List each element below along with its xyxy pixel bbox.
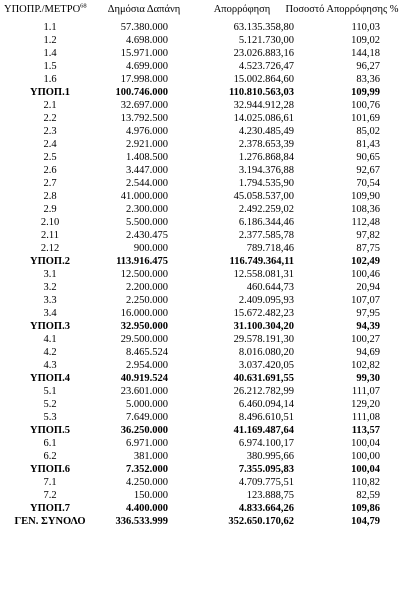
cell-spacer [380, 385, 406, 398]
table-row [0, 73, 406, 86]
subtotal-row [0, 502, 406, 515]
cell-spacer [380, 346, 406, 359]
cell-code: 2.8 [43, 191, 57, 202]
cell-absorption-percent: 81,43 [356, 139, 380, 150]
cell-spacer [380, 502, 406, 515]
table-row [0, 164, 406, 177]
cell-absorption-percent: 109,86 [351, 503, 380, 514]
cell-absorption: 14.025.086,61 [233, 113, 294, 124]
subtotal-row [0, 424, 406, 437]
cell-public-expenditure: 12.500.000 [120, 269, 168, 280]
table-row [0, 281, 406, 294]
cell-absorption: 8.496.610,51 [238, 412, 294, 423]
cell-public-expenditure: 7.352.000 [126, 464, 168, 475]
cell-absorption: 2.409.095,93 [238, 295, 294, 306]
cell-code: ΥΠΟΠ.1 [30, 87, 70, 98]
cell-spacer [380, 112, 406, 125]
cell-spacer [380, 60, 406, 73]
cell-public-expenditure: 6.971.000 [126, 438, 168, 449]
cell-code: 2.5 [43, 152, 57, 163]
cell-absorption: 110.810.563,03 [228, 87, 294, 98]
cell-absorption: 63.135.358,80 [233, 22, 294, 33]
header-footnote-marker: 68 [80, 2, 87, 10]
cell-absorption: 2.378.653,39 [238, 139, 294, 150]
cell-absorption-percent: 100,00 [351, 451, 380, 462]
cell-absorption-percent: 129,20 [351, 399, 380, 410]
cell-absorption-percent: 110,82 [351, 477, 380, 488]
cell-public-expenditure: 32.697.000 [120, 100, 168, 111]
cell-spacer [380, 281, 406, 294]
cell-spacer [380, 164, 406, 177]
table-row [0, 411, 406, 424]
table-row [0, 385, 406, 398]
cell-absorption: 6.186.344,46 [238, 217, 294, 228]
cell-absorption: 31.100.304,20 [233, 321, 294, 332]
cell-absorption: 40.631.691,55 [233, 373, 294, 384]
cell-absorption: 1.794.535,90 [238, 178, 294, 189]
cell-spacer [380, 515, 406, 528]
cell-code: ΓΕΝ. ΣΥΝΟΛΟ [14, 516, 86, 527]
cell-absorption: 5.121.730,00 [238, 35, 294, 46]
header-absorption: Απορρόφηση [213, 4, 271, 15]
cell-public-expenditure: 2.544.000 [126, 178, 168, 189]
cell-code: ΥΠΟΠ.3 [30, 321, 70, 332]
cell-absorption-percent: 90,65 [356, 152, 380, 163]
cell-code: 2.11 [41, 230, 59, 241]
cell-public-expenditure: 381.000 [133, 451, 168, 462]
table-row [0, 21, 406, 34]
cell-spacer [380, 398, 406, 411]
cell-code: 2.12 [40, 243, 60, 254]
cell-absorption: 380.995,66 [246, 451, 294, 462]
subtotal-row [0, 463, 406, 476]
cell-code: 7.2 [43, 490, 57, 501]
cell-public-expenditure: 17.998.000 [120, 74, 168, 85]
cell-spacer [380, 437, 406, 450]
table-row [0, 138, 406, 151]
cell-spacer [380, 73, 406, 86]
cell-public-expenditure: 150.000 [133, 490, 168, 501]
table-row [0, 151, 406, 164]
cell-absorption-percent: 100,04 [351, 438, 380, 449]
cell-absorption: 4.523.726,47 [238, 61, 294, 72]
cell-absorption: 6.460.094,14 [238, 399, 294, 410]
cell-public-expenditure: 113.916.475 [116, 256, 168, 267]
cell-code: 3.3 [43, 295, 57, 306]
cell-spacer [380, 203, 406, 216]
cell-absorption: 2.492.259,02 [238, 204, 294, 215]
cell-spacer [380, 21, 406, 34]
cell-absorption-percent: 83,36 [356, 74, 380, 85]
cell-public-expenditure: 32.950.000 [120, 321, 168, 332]
cell-absorption-percent: 109,02 [351, 35, 380, 46]
cell-spacer [380, 47, 406, 60]
table-row [0, 294, 406, 307]
cell-spacer [380, 307, 406, 320]
table-row [0, 60, 406, 73]
subtotal-row [0, 86, 406, 99]
cell-code: 4.1 [43, 334, 57, 345]
cell-public-expenditure: 1.408.500 [126, 152, 168, 163]
cell-absorption: 29.578.191,30 [233, 334, 294, 345]
cell-code: 2.2 [43, 113, 57, 124]
header-code [4, 4, 100, 16]
table-row [0, 229, 406, 242]
cell-absorption-percent: 109,90 [351, 191, 380, 202]
cell-code: 6.2 [43, 451, 57, 462]
cell-absorption: 4.230.485,49 [238, 126, 294, 137]
cell-spacer [380, 333, 406, 346]
cell-spacer [380, 424, 406, 437]
cell-absorption-percent: 92,67 [356, 165, 380, 176]
cell-absorption: 12.558.081,31 [233, 269, 294, 280]
cell-code: 5.1 [43, 386, 57, 397]
table-row [0, 346, 406, 359]
cell-public-expenditure: 7.649.000 [126, 412, 168, 423]
cell-spacer [380, 177, 406, 190]
cell-absorption: 41.169.487,64 [233, 425, 294, 436]
cell-public-expenditure: 5.500.000 [126, 217, 168, 228]
table-row [0, 359, 406, 372]
cell-absorption-percent: 96,27 [356, 61, 380, 72]
cell-code: 1.1 [43, 22, 57, 33]
cell-spacer [380, 125, 406, 138]
cell-code: 2.6 [43, 165, 57, 176]
cell-absorption-percent: 144,18 [351, 48, 380, 59]
cell-public-expenditure: 2.300.000 [126, 204, 168, 215]
table-header [0, 0, 406, 19]
table-row [0, 450, 406, 463]
cell-code: ΥΠΟΠ.5 [30, 425, 70, 436]
cell-public-expenditure: 4.400.000 [126, 503, 168, 514]
cell-code: 4.2 [43, 347, 57, 358]
cell-spacer [380, 190, 406, 203]
cell-public-expenditure: 336.533.999 [115, 516, 168, 527]
cell-public-expenditure: 15.971.000 [120, 48, 168, 59]
table-row [0, 34, 406, 47]
cell-code: 4.3 [43, 360, 57, 371]
cell-code: 3.4 [43, 308, 57, 319]
header-absorption-percent: Ποσοστό Απορρόφησης % [285, 4, 399, 15]
cell-absorption: 1.276.868,84 [238, 152, 294, 163]
cell-absorption: 6.974.100,17 [238, 438, 294, 449]
cell-spacer [380, 242, 406, 255]
cell-absorption-percent: 100,04 [351, 464, 380, 475]
subtotal-row [0, 255, 406, 268]
cell-spacer [380, 268, 406, 281]
cell-absorption-percent: 112,48 [351, 217, 380, 228]
table-row [0, 437, 406, 450]
cell-absorption: 23.026.883,16 [233, 48, 294, 59]
cell-absorption-percent: 113,57 [351, 425, 380, 436]
cell-public-expenditure: 3.447.000 [126, 165, 168, 176]
data-table [0, 21, 406, 528]
cell-code: 2.1 [43, 100, 57, 111]
cell-public-expenditure: 57.380.000 [120, 22, 168, 33]
cell-code: ΥΠΟΠ.4 [30, 373, 70, 384]
table-row [0, 190, 406, 203]
cell-absorption-percent: 85,02 [356, 126, 380, 137]
cell-code: 7.1 [43, 477, 57, 488]
cell-absorption: 3.037.420,05 [238, 360, 294, 371]
cell-spacer [380, 359, 406, 372]
header-public-expenditure: Δημόσια Δαπάνη [107, 4, 181, 15]
table-row [0, 398, 406, 411]
subtotal-row [0, 320, 406, 333]
cell-absorption: 4.709.775,51 [238, 477, 294, 488]
cell-public-expenditure: 2.430.475 [126, 230, 168, 241]
cell-absorption-percent: 102,82 [351, 360, 380, 371]
cell-spacer [380, 99, 406, 112]
cell-absorption: 789.718,46 [246, 243, 294, 254]
table-row [0, 242, 406, 255]
cell-code: 1.4 [43, 48, 57, 59]
cell-public-expenditure: 16.000.000 [120, 308, 168, 319]
cell-public-expenditure: 4.250.000 [126, 477, 168, 488]
cell-absorption-percent: 87,75 [356, 243, 380, 254]
cell-code: ΥΠΟΠ.7 [30, 503, 70, 514]
cell-absorption-percent: 108,36 [351, 204, 380, 215]
cell-absorption-percent: 110,03 [351, 22, 380, 33]
cell-absorption-percent: 100,27 [351, 334, 380, 345]
cell-spacer [380, 489, 406, 502]
cell-public-expenditure: 5.000.000 [126, 399, 168, 410]
cell-absorption: 123.888,75 [246, 490, 294, 501]
cell-absorption: 2.377.585,78 [238, 230, 294, 241]
subtotal-row [0, 372, 406, 385]
cell-absorption: 460.644,73 [246, 282, 294, 293]
cell-public-expenditure: 4.976.000 [126, 126, 168, 137]
cell-absorption: 7.355.095,83 [238, 464, 294, 475]
cell-absorption-percent: 99,30 [356, 373, 380, 384]
cell-code: 2.7 [43, 178, 57, 189]
cell-spacer [380, 34, 406, 47]
cell-code: 1.2 [43, 35, 57, 46]
cell-code: 2.3 [43, 126, 57, 137]
cell-spacer [380, 255, 406, 268]
cell-absorption: 26.212.782,99 [233, 386, 294, 397]
cell-absorption: 15.672.482,23 [233, 308, 294, 319]
table-row [0, 307, 406, 320]
cell-absorption-percent: 70,54 [356, 178, 380, 189]
cell-spacer [380, 450, 406, 463]
cell-public-expenditure: 4.699.000 [126, 61, 168, 72]
cell-code: 6.1 [43, 438, 57, 449]
cell-code: 3.1 [43, 269, 57, 280]
table-row [0, 203, 406, 216]
cell-code: 2.9 [43, 204, 57, 215]
cell-absorption-percent: 102,49 [351, 256, 380, 267]
cell-public-expenditure: 2.954.000 [126, 360, 168, 371]
cell-public-expenditure: 40.919.524 [120, 373, 168, 384]
cell-absorption: 352.650.170,62 [228, 516, 294, 527]
cell-public-expenditure: 2.250.000 [126, 295, 168, 306]
cell-spacer [380, 294, 406, 307]
cell-spacer [380, 151, 406, 164]
cell-absorption-percent: 101,69 [351, 113, 380, 124]
cell-absorption-percent: 109,99 [351, 87, 380, 98]
cell-absorption-percent: 20,94 [356, 282, 380, 293]
cell-spacer [380, 411, 406, 424]
cell-public-expenditure: 41.000.000 [120, 191, 168, 202]
cell-public-expenditure: 23.601.000 [120, 386, 168, 397]
cell-code: 5.2 [43, 399, 57, 410]
cell-absorption-percent: 97,95 [356, 308, 380, 319]
cell-spacer [380, 320, 406, 333]
cell-absorption-percent: 107,07 [351, 295, 380, 306]
cell-public-expenditure: 2.200.000 [126, 282, 168, 293]
cell-spacer [380, 229, 406, 242]
cell-absorption-percent: 94,39 [356, 321, 380, 332]
cell-code: 5.3 [43, 412, 57, 423]
cell-public-expenditure: 900.000 [133, 243, 168, 254]
cell-public-expenditure: 13.792.500 [120, 113, 168, 124]
cell-code: 1.5 [43, 61, 57, 72]
table-row [0, 112, 406, 125]
cell-spacer [380, 86, 406, 99]
cell-spacer [380, 476, 406, 489]
cell-absorption-percent: 104,79 [351, 516, 380, 527]
cell-public-expenditure: 2.921.000 [126, 139, 168, 150]
cell-absorption: 32.944.912,28 [233, 100, 294, 111]
cell-absorption: 45.058.537,00 [233, 191, 294, 202]
table-row [0, 125, 406, 138]
table-row [0, 489, 406, 502]
cell-code: ΥΠΟΠ.2 [30, 256, 70, 267]
table-row [0, 268, 406, 281]
cell-code: 3.2 [43, 282, 57, 293]
subtotal-row [0, 515, 406, 528]
cell-code: 2.4 [43, 139, 57, 150]
table-row [0, 47, 406, 60]
cell-absorption-percent: 94,69 [356, 347, 380, 358]
cell-public-expenditure: 29.500.000 [120, 334, 168, 345]
cell-public-expenditure: 4.698.000 [126, 35, 168, 46]
cell-public-expenditure: 8.465.524 [126, 347, 168, 358]
cell-code: 1.6 [43, 74, 57, 85]
cell-public-expenditure: 36.250.000 [120, 425, 168, 436]
cell-absorption-percent: 82,59 [356, 490, 380, 501]
cell-public-expenditure: 100.746.000 [115, 87, 168, 98]
cell-absorption: 4.833.664,26 [238, 503, 294, 514]
cell-absorption: 116.749.364,11 [229, 256, 294, 267]
cell-absorption: 15.002.864,60 [233, 74, 294, 85]
cell-code: ΥΠΟΠ.6 [30, 464, 70, 475]
table-row [0, 476, 406, 489]
cell-absorption: 3.194.376,88 [238, 165, 294, 176]
table-row [0, 333, 406, 346]
table-row [0, 177, 406, 190]
header-code-label: ΥΠΟΠΡ./ΜΕΤΡΟ [4, 4, 81, 15]
cell-spacer [380, 138, 406, 151]
cell-spacer [380, 463, 406, 476]
cell-absorption-percent: 97,82 [356, 230, 380, 241]
table-body [0, 21, 406, 528]
cell-absorption-percent: 111,07 [351, 386, 380, 397]
cell-absorption: 8.016.080,20 [238, 347, 294, 358]
cell-code: 2.10 [40, 217, 60, 228]
cell-spacer [380, 216, 406, 229]
cell-spacer [380, 372, 406, 385]
table-row [0, 99, 406, 112]
table-row [0, 216, 406, 229]
cell-absorption-percent: 111,08 [351, 412, 380, 423]
cell-absorption-percent: 100,76 [351, 100, 380, 111]
cell-absorption-percent: 100,46 [351, 269, 380, 280]
